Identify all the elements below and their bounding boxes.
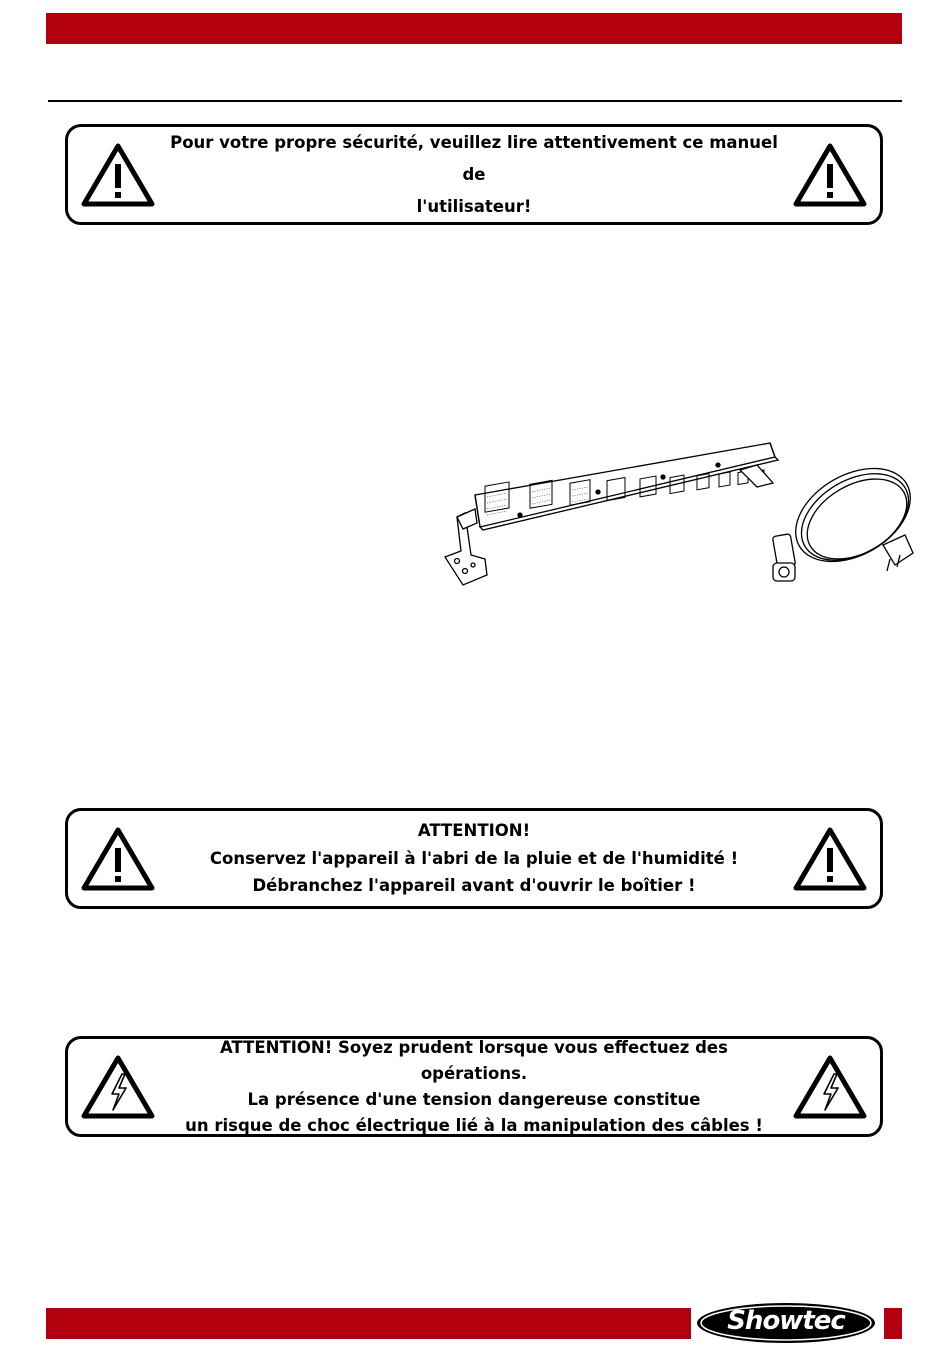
exclamation-triangle-icon — [80, 826, 156, 892]
exclamation-triangle-icon — [792, 826, 868, 892]
warning-line: l'utilisateur! — [416, 196, 532, 216]
warning-text — [168, 811, 780, 906]
exclamation-triangle-icon — [80, 142, 156, 208]
warning-line: un risque de choc électrique lié à la manipulation des câbles ! — [185, 1115, 763, 1135]
header-bar — [46, 13, 902, 44]
footer-bar-end — [884, 1308, 902, 1339]
exclamation-triangle-icon — [792, 142, 868, 208]
warning-line: ATTENTION! — [417, 821, 531, 841]
warning-line: La présence d'une tension dangereuse constitue — [247, 1089, 701, 1109]
warning-line: Pour votre propre sécurité, veuillez lire attentivement ce manuel de — [170, 132, 778, 184]
warning-line: Débranchez l'appareil avant d'ouvrir le boîtier ! — [252, 876, 696, 896]
led-bar-icon — [445, 443, 778, 585]
footer-bar-fill — [46, 1308, 691, 1339]
product-illustration — [435, 435, 920, 595]
warning-text — [168, 127, 780, 222]
warning-line: Conservez l'appareil à l'abri de la pluie et de l'humidité ! — [209, 848, 739, 868]
header-rule — [48, 100, 902, 102]
footer-bar-end-fill — [884, 1308, 902, 1339]
attention-warning-box — [65, 808, 883, 909]
showtec-logo — [694, 1300, 878, 1346]
safety-warning-box — [65, 124, 883, 225]
footer-bar — [46, 1308, 691, 1339]
warning-text — [168, 1039, 780, 1134]
power-cable-icon — [772, 449, 920, 581]
logo-text: Showtec — [727, 1306, 845, 1336]
header-bar-fill — [46, 13, 902, 44]
warning-line: ATTENTION! Soyez prudent lorsque vous effectuez des opérations. — [220, 1037, 728, 1083]
electric-shock-warning-box — [65, 1036, 883, 1137]
lightning-triangle-icon — [792, 1054, 868, 1120]
lightning-triangle-icon — [80, 1054, 156, 1120]
